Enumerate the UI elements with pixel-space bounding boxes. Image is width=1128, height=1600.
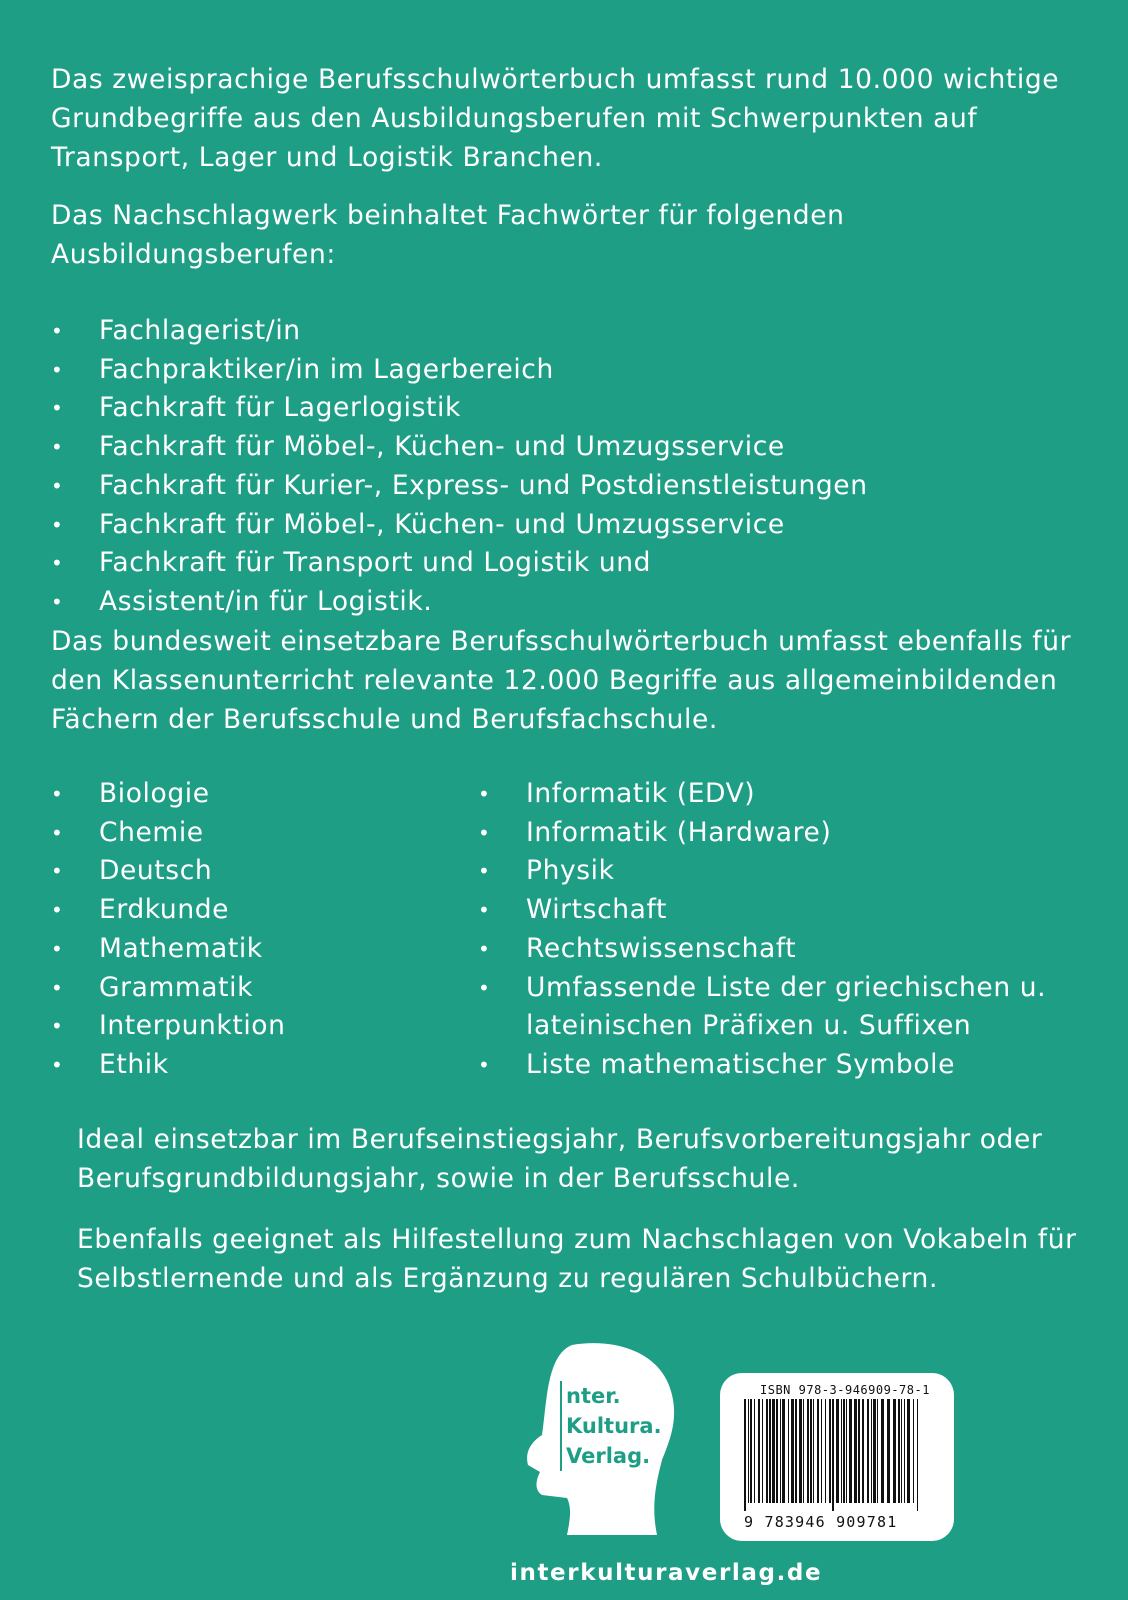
barcode-bar <box>791 1399 794 1503</box>
subject-item-label: Deutsch <box>99 855 213 887</box>
barcode-bar <box>849 1399 852 1503</box>
barcode-bar <box>750 1399 752 1503</box>
bullet-icon: • <box>51 859 64 884</box>
barcode-bar <box>744 1399 746 1511</box>
barcode-bar <box>913 1399 914 1503</box>
closing-paragraph-1: Ideal einsetzbar im Berufseinstiegsjahr, Berufsvorbereitungsjahr oder Berufsgrundbildungsjahr, sowie in der Berufsschule. <box>77 1124 1043 1194</box>
subject-item <box>51 969 451 1008</box>
subjects-list-left <box>51 775 451 1085</box>
professions-list <box>51 312 1091 622</box>
barcode-bar <box>788 1399 789 1503</box>
barcode-bar <box>846 1399 847 1503</box>
subject-item <box>478 930 1078 969</box>
barcode-bar <box>817 1399 819 1503</box>
profession-item-label: Fachkraft für Lagerlogistik <box>99 392 461 424</box>
barcode-bar <box>832 1399 834 1511</box>
bullet-icon: • <box>51 936 64 961</box>
subject-item-label: Informatik (EDV) <box>526 778 756 809</box>
barcode-bar <box>867 1399 869 1503</box>
profession-item-label: Fachkraft für Kurier-, Express- und Postdienstleistungen <box>99 469 868 501</box>
bullet-icon: • <box>51 1014 64 1039</box>
barcode-bar <box>881 1399 884 1503</box>
subject-item-label: Erdkunde <box>99 894 230 926</box>
barcode-bar <box>803 1399 804 1503</box>
subject-item-label: Mathematik <box>99 932 263 964</box>
logo-line-1: nter. <box>566 1384 621 1408</box>
barcode-bar <box>748 1399 749 1503</box>
profession-item <box>51 583 1091 622</box>
subject-item <box>51 775 451 814</box>
bullet-icon: • <box>51 319 64 343</box>
bullet-icon: • <box>51 782 64 806</box>
barcode-bars <box>744 1399 920 1511</box>
bullet-icon: • <box>478 898 491 923</box>
profession-item <box>51 544 1091 583</box>
bullet-icon: • <box>478 1052 491 1077</box>
profession-item-label: Fachpraktiker/in im Lagerbereich <box>99 353 554 385</box>
bullet-icon: • <box>51 1052 64 1077</box>
subject-item-label: Physik <box>526 855 615 887</box>
profession-item <box>51 351 1091 390</box>
profession-item-label: Fachlagerist/in <box>99 315 301 346</box>
barcode-bar <box>887 1399 890 1503</box>
barcode-bar <box>877 1399 878 1503</box>
barcode-bar <box>873 1399 876 1503</box>
barcode-bar <box>810 1399 812 1503</box>
barcode-bar <box>825 1399 826 1503</box>
barcode-bar <box>758 1399 760 1503</box>
barcode-bar <box>782 1399 785 1503</box>
bullet-icon: • <box>51 589 64 614</box>
barcode-bar <box>898 1399 900 1503</box>
barcode-bar <box>893 1399 896 1503</box>
profession-item-label: Fachkraft für Möbel-, Küchen- und Umzugsservice <box>99 431 785 463</box>
subject-item <box>51 930 451 969</box>
barcode-bar <box>841 1399 842 1503</box>
isbn-label: ISBN 978-3-946909-78-1 <box>760 1383 930 1397</box>
subject-item <box>51 814 451 853</box>
barcode-bar <box>843 1399 845 1503</box>
subject-item <box>478 969 1078 1046</box>
subject-item <box>478 814 1078 853</box>
barcode-bar <box>907 1399 910 1503</box>
intro-paragraph-2: Das Nachschlagwerk beinhaltet Fachwörter für folgenden Ausbildungsberufen: <box>51 200 845 270</box>
profession-item <box>51 312 1091 351</box>
subject-item-label: Biologie <box>99 778 210 809</box>
subject-item <box>478 891 1078 930</box>
bullet-icon: • <box>51 898 64 923</box>
subject-item <box>51 852 451 891</box>
barcode-bar <box>769 1399 771 1503</box>
bullet-icon: • <box>51 473 64 498</box>
barcode-bar <box>813 1399 814 1503</box>
barcode-bar <box>766 1399 768 1503</box>
bullet-icon: • <box>51 975 64 1000</box>
subject-item-label: Ethik <box>99 1048 169 1080</box>
barcode-bar <box>799 1399 802 1503</box>
subject-item <box>478 852 1078 891</box>
isbn-digits: 9 783946 909781 <box>744 1513 898 1531</box>
closing-paragraph-2: Ebenfalls geeignet als Hilfestellung zum Nachschlagen von Vokabeln für Selbstlernende und als Ergänzung zu regulären Schulbüchern. <box>77 1224 1077 1294</box>
bullet-icon: • <box>478 782 491 806</box>
bullet-icon: • <box>51 820 64 845</box>
barcode-bar <box>821 1399 822 1503</box>
profession-item <box>51 389 1091 428</box>
bullet-icon: • <box>51 357 64 382</box>
general-paragraph: Das bundesweit einsetzbare Berufsschulwörterbuch umfasst ebenfalls für den Klassenunterricht relevante 12.000 Begriffe aus allgemeinbildenden Fächern der Berufsschule und Berufsfachschule. <box>51 626 1072 735</box>
bullet-icon: • <box>478 820 491 845</box>
bullet-icon: • <box>478 859 491 884</box>
bullet-icon: • <box>478 975 491 1000</box>
bullet-icon: • <box>51 551 64 576</box>
barcode-bar <box>780 1399 781 1503</box>
subject-item-label: Wirtschaft <box>526 894 667 926</box>
profession-item <box>51 467 1091 506</box>
publisher-logo-text <box>560 1381 662 1471</box>
barcode-bar <box>836 1399 839 1503</box>
barcode-bar <box>917 1399 918 1511</box>
barcode-bar <box>901 1399 902 1503</box>
subject-item <box>51 1046 451 1085</box>
subject-item <box>478 1046 1078 1085</box>
barcode-bar <box>829 1399 831 1503</box>
subject-item-label: Umfassende Liste der griechischen u. lateinischen Präfixen u. Suffixen <box>526 971 1047 1042</box>
barcode-bar <box>772 1399 775 1503</box>
profession-item <box>51 506 1091 545</box>
bullet-icon: • <box>51 396 64 421</box>
subject-item <box>51 891 451 930</box>
intro-paragraph-1: Das zweisprachige Berufsschulwörterbuch umfasst rund 10.000 wichtige Grundbegriffe aus den Ausbildungsberufen mit Schwerpunkten auf Transport, Lager und Logistik Branchen. <box>51 64 1060 173</box>
profession-item <box>51 428 1091 467</box>
bullet-icon: • <box>51 512 64 537</box>
subject-item <box>51 1007 451 1046</box>
subject-item-label: Grammatik <box>99 971 254 1003</box>
subject-item-label: Interpunktion <box>99 1010 286 1042</box>
barcode-bar <box>862 1399 864 1503</box>
barcode-bar <box>854 1399 857 1503</box>
bullet-icon: • <box>51 435 64 460</box>
subject-item <box>478 775 1078 814</box>
profession-item-label: Fachkraft für Möbel-, Küchen- und Umzugsservice <box>99 508 785 540</box>
profession-item-label: Fachkraft für Transport und Logistik und <box>99 547 652 579</box>
barcode-bar <box>858 1399 860 1503</box>
barcode-bar <box>762 1399 763 1503</box>
subjects-list-right <box>478 775 1078 1085</box>
barcode-bar <box>871 1399 872 1503</box>
logo-line-2: Kultura. <box>566 1414 662 1438</box>
subject-item-label: Informatik (Hardware) <box>526 816 832 848</box>
barcode-bar <box>754 1399 755 1503</box>
profession-item-label: Assistent/in für Logistik. <box>99 585 433 617</box>
barcode-bar <box>795 1399 797 1503</box>
publisher-website[interactable]: interkulturaverlag.de <box>510 1560 823 1586</box>
bullet-icon: • <box>478 936 491 961</box>
subject-item-label: Liste mathematischer Symbole <box>526 1048 956 1080</box>
barcode-bar <box>807 1399 809 1503</box>
barcode-bar <box>904 1399 905 1503</box>
subject-item-label: Rechtswissenschaft <box>526 932 797 964</box>
subject-item-label: Chemie <box>99 816 204 848</box>
barcode-bar <box>776 1399 778 1503</box>
logo-line-3: Verlag. <box>566 1444 651 1468</box>
